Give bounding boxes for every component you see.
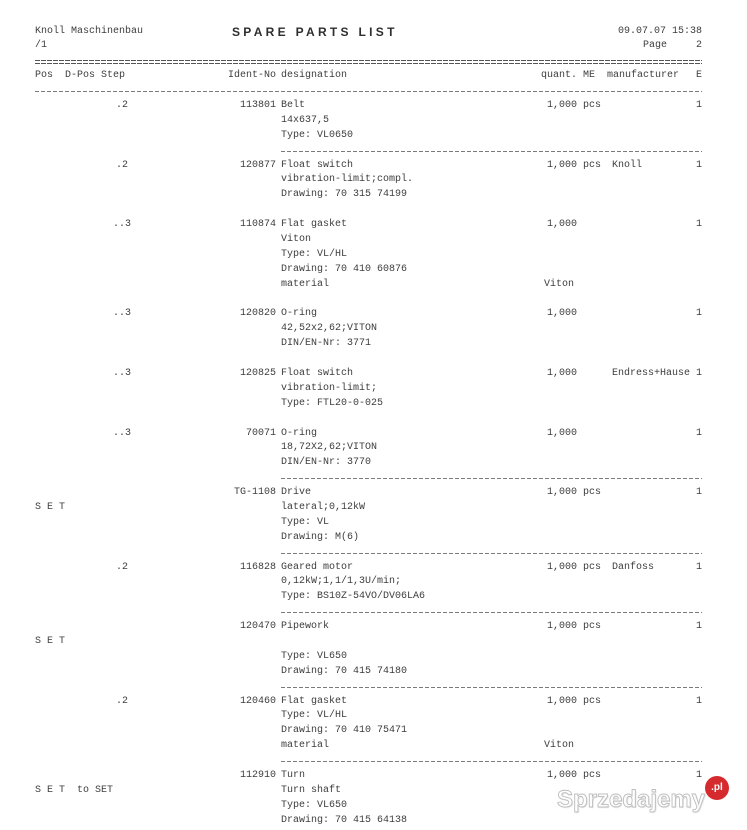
part-detail-line bbox=[0, 129, 747, 144]
part-detail-text: Drawing: 70 415 74180 bbox=[281, 665, 408, 677]
page-label: Page bbox=[643, 40, 668, 52]
part-detail-text: vibration-limit; bbox=[281, 382, 378, 394]
column-header-manufacturer: manufacturer bbox=[607, 70, 680, 82]
part-detail-line bbox=[0, 382, 747, 397]
part-e-flag: 1 bbox=[695, 308, 702, 320]
part-detail-line bbox=[0, 516, 747, 531]
part-detail-text: 42,52x2,62;VITON bbox=[281, 323, 378, 335]
row-separator-rule bbox=[0, 754, 747, 769]
dashed-rule bbox=[281, 478, 702, 479]
part-designation: Turn bbox=[281, 770, 306, 782]
part-ident-no: 70071 bbox=[245, 427, 276, 439]
part-detail-text: Viton bbox=[281, 233, 312, 245]
part-quantity: 1,000 bbox=[547, 219, 578, 231]
part-detail-line bbox=[0, 263, 747, 278]
part-step: ..3 bbox=[112, 427, 131, 439]
part-main-line bbox=[0, 159, 747, 174]
part-entry bbox=[0, 307, 747, 367]
part-step: .2 bbox=[115, 99, 128, 111]
part-step: .2 bbox=[115, 159, 128, 171]
part-ident-no: 120470 bbox=[239, 621, 276, 633]
part-ident-no: 110874 bbox=[239, 219, 276, 231]
part-quantity: 1,000 bbox=[547, 367, 578, 379]
column-header-quantity: quant. bbox=[541, 70, 578, 82]
part-quantity: 1,000 bbox=[547, 561, 578, 573]
part-e-flag: 1 bbox=[695, 487, 702, 499]
part-e-flag: 1 bbox=[695, 159, 702, 171]
column-header-separator bbox=[0, 84, 747, 99]
part-detail-text: Drawing: M(6) bbox=[281, 531, 360, 543]
part-step: ..3 bbox=[112, 367, 131, 379]
part-entry bbox=[0, 486, 747, 560]
part-material-note: Viton bbox=[544, 278, 575, 290]
part-detail-line bbox=[0, 709, 747, 724]
part-e-flag: 1 bbox=[695, 695, 702, 707]
part-detail-text: lateral;0,12kW bbox=[281, 502, 366, 513]
part-detail-line bbox=[0, 248, 747, 263]
dashed-rule bbox=[281, 612, 702, 613]
part-ident-no: 112910 bbox=[239, 770, 276, 782]
part-unit: pcs bbox=[583, 487, 602, 499]
parts-list bbox=[0, 99, 747, 829]
part-set-label: S E T bbox=[35, 502, 66, 513]
part-ident-no: 120820 bbox=[239, 308, 276, 320]
company-name: Knoll Maschinenbau bbox=[35, 25, 144, 37]
part-main-line bbox=[0, 307, 747, 322]
part-unit: pcs bbox=[583, 159, 602, 171]
part-quantity: 1,000 bbox=[547, 621, 578, 633]
row-separator-blank bbox=[0, 352, 747, 367]
part-detail-text: Type: VL650 bbox=[281, 650, 348, 662]
part-detail-text: vibration-limit;compl. bbox=[281, 174, 414, 186]
part-detail-text: Drawing: 70 315 74199 bbox=[281, 189, 408, 201]
dashed-rule bbox=[35, 91, 702, 92]
part-e-flag: 1 bbox=[695, 561, 702, 573]
part-quantity: 1,000 bbox=[547, 487, 578, 499]
part-designation: Belt bbox=[281, 99, 306, 111]
header-separator bbox=[0, 54, 747, 69]
part-entry bbox=[0, 620, 747, 694]
part-designation: Geared motor bbox=[281, 561, 354, 573]
page-number: 2 bbox=[695, 40, 702, 52]
part-detail-text: Type: VL/HL bbox=[281, 248, 348, 260]
part-designation: O-ring bbox=[281, 308, 318, 320]
part-unit: pcs bbox=[583, 561, 602, 573]
part-entry bbox=[0, 367, 747, 427]
part-main-line bbox=[0, 695, 747, 710]
row-separator-rule bbox=[0, 680, 747, 695]
part-detail-text: Type: BS10Z-54VO/DV06LA6 bbox=[281, 591, 426, 603]
part-detail-line bbox=[0, 650, 747, 665]
document-title: SPARE PARTS LIST bbox=[232, 24, 398, 39]
part-detail-text: 14x637,5 bbox=[281, 114, 330, 126]
column-header-unit: ME bbox=[583, 70, 596, 82]
part-step: .2 bbox=[115, 561, 128, 573]
column-header-dpos: D-Pos bbox=[65, 70, 96, 82]
part-ident-no: TG-1108 bbox=[233, 487, 276, 499]
watermark-text: Sprzedajemy bbox=[557, 786, 706, 813]
part-detail-text: Type: VL650 bbox=[281, 799, 348, 811]
part-step: ..3 bbox=[112, 219, 131, 231]
part-designation: Float switch bbox=[281, 367, 354, 379]
part-e-flag: 1 bbox=[695, 367, 702, 379]
part-detail-line bbox=[0, 114, 747, 129]
part-main-line bbox=[0, 561, 747, 576]
part-main-line bbox=[0, 218, 747, 233]
part-set-label: S E T to SET bbox=[35, 784, 114, 796]
column-header-designation: designation bbox=[281, 70, 348, 82]
part-designation: Flat gasket bbox=[281, 219, 348, 231]
part-entry bbox=[0, 159, 747, 219]
part-main-line bbox=[0, 486, 747, 501]
row-separator-blank bbox=[0, 203, 747, 218]
company-subline: /1 bbox=[35, 40, 48, 52]
part-ident-no: 116828 bbox=[239, 561, 276, 573]
column-header-e: E bbox=[695, 70, 702, 82]
column-header-row bbox=[0, 69, 747, 84]
part-detail-line bbox=[0, 590, 747, 605]
part-unit: pcs bbox=[583, 770, 602, 782]
dashed-rule bbox=[281, 761, 702, 762]
part-detail-text: 0,12kW;1,1/1,3U/min; bbox=[281, 576, 402, 588]
part-detail-text: DIN/EN-Nr: 3770 bbox=[281, 457, 372, 469]
part-step: .2 bbox=[115, 695, 128, 707]
part-detail-text: Type: VL0650 bbox=[281, 129, 354, 141]
part-detail-line bbox=[0, 531, 747, 546]
dashed-rule bbox=[281, 151, 702, 152]
part-quantity: 1,000 bbox=[547, 159, 578, 171]
part-designation: Float switch bbox=[281, 159, 354, 171]
part-detail-line bbox=[0, 322, 747, 337]
part-detail-line bbox=[0, 575, 747, 590]
part-detail-text: Drawing: 70 415 64138 bbox=[281, 814, 408, 826]
double-rule bbox=[35, 60, 702, 64]
part-detail-text: Drawing: 70 410 75471 bbox=[281, 725, 408, 737]
part-manufacturer: Danfoss bbox=[612, 561, 655, 573]
row-separator-rule bbox=[0, 471, 747, 486]
part-entry bbox=[0, 695, 747, 769]
part-e-flag: 1 bbox=[695, 219, 702, 231]
part-quantity: 1,000 bbox=[547, 427, 578, 439]
part-unit: pcs bbox=[583, 695, 602, 707]
part-manufacturer: Endress+Hause bbox=[612, 367, 691, 379]
part-detail-line bbox=[0, 665, 747, 680]
spare-parts-sheet bbox=[0, 25, 747, 829]
part-detail-text: Turn shaft bbox=[281, 784, 342, 796]
part-ident-no: 120825 bbox=[239, 367, 276, 379]
part-ident-no: 113801 bbox=[239, 99, 276, 111]
part-main-line bbox=[0, 367, 747, 382]
part-quantity: 1,000 bbox=[547, 770, 578, 782]
row-separator-blank bbox=[0, 293, 747, 308]
part-e-flag: 1 bbox=[695, 427, 702, 439]
part-detail-line bbox=[0, 337, 747, 352]
part-quantity: 1,000 bbox=[547, 99, 578, 111]
part-ident-no: 120460 bbox=[239, 695, 276, 707]
part-set-label: S E T bbox=[35, 636, 66, 648]
part-ident-no: 120877 bbox=[239, 159, 276, 171]
part-detail-text: 18,72X2,62;VITON bbox=[281, 442, 378, 454]
part-entry bbox=[0, 427, 747, 487]
part-detail-line bbox=[0, 278, 747, 293]
part-detail-line bbox=[0, 188, 747, 203]
part-main-line bbox=[0, 99, 747, 114]
dashed-rule bbox=[281, 687, 702, 688]
part-detail-text: material bbox=[281, 278, 330, 290]
part-detail-line bbox=[0, 233, 747, 248]
part-detail-line bbox=[0, 501, 747, 516]
column-header-pos: Pos bbox=[35, 70, 54, 82]
part-e-flag: 1 bbox=[695, 770, 702, 782]
header-line-top bbox=[0, 25, 747, 40]
header-line-second bbox=[0, 39, 747, 54]
part-detail-line bbox=[0, 739, 747, 754]
column-header-step: Step bbox=[101, 70, 126, 82]
part-quantity: 1,000 bbox=[547, 308, 578, 320]
part-manufacturer: Knoll bbox=[612, 159, 643, 171]
part-unit: pcs bbox=[583, 621, 602, 633]
part-detail-text: material bbox=[281, 740, 330, 752]
print-datetime: 09.07.07 15:38 bbox=[617, 25, 702, 37]
row-separator-rule bbox=[0, 144, 747, 159]
part-detail-text: Type: FTL20-0-025 bbox=[281, 397, 384, 409]
part-detail-text: Drawing: 70 410 60876 bbox=[281, 263, 408, 275]
part-detail-line bbox=[0, 441, 747, 456]
row-separator-blank bbox=[0, 412, 747, 427]
part-main-line bbox=[0, 769, 747, 784]
part-detail-text: Type: VL bbox=[281, 516, 330, 528]
part-entry bbox=[0, 561, 747, 621]
part-e-flag: 1 bbox=[695, 621, 702, 633]
part-detail-line bbox=[0, 173, 747, 188]
column-header-ident-no: Ident-No bbox=[227, 70, 276, 82]
part-detail-line bbox=[0, 724, 747, 739]
part-main-line bbox=[0, 620, 747, 635]
row-separator-rule bbox=[0, 605, 747, 620]
part-e-flag: 1 bbox=[695, 99, 702, 111]
part-detail-text: Type: VL/HL bbox=[281, 710, 348, 722]
part-detail-text: DIN/EN-Nr: 3771 bbox=[281, 338, 372, 350]
part-designation: Flat gasket bbox=[281, 695, 348, 707]
part-designation: Drive bbox=[281, 487, 312, 499]
part-designation: Pipework bbox=[281, 621, 330, 633]
watermark-badge: .pl bbox=[705, 776, 729, 800]
part-quantity: 1,000 bbox=[547, 695, 578, 707]
part-unit: pcs bbox=[583, 99, 602, 111]
part-step: ..3 bbox=[112, 308, 131, 320]
part-detail-line bbox=[0, 397, 747, 412]
part-entry bbox=[0, 218, 747, 307]
part-detail-line bbox=[0, 814, 747, 829]
part-detail-line bbox=[0, 456, 747, 471]
part-entry bbox=[0, 99, 747, 159]
part-main-line bbox=[0, 427, 747, 442]
row-separator-rule bbox=[0, 546, 747, 561]
part-detail-line bbox=[0, 635, 747, 650]
dashed-rule bbox=[281, 553, 702, 554]
part-material-note: Viton bbox=[544, 740, 575, 752]
part-designation: O-ring bbox=[281, 427, 318, 439]
